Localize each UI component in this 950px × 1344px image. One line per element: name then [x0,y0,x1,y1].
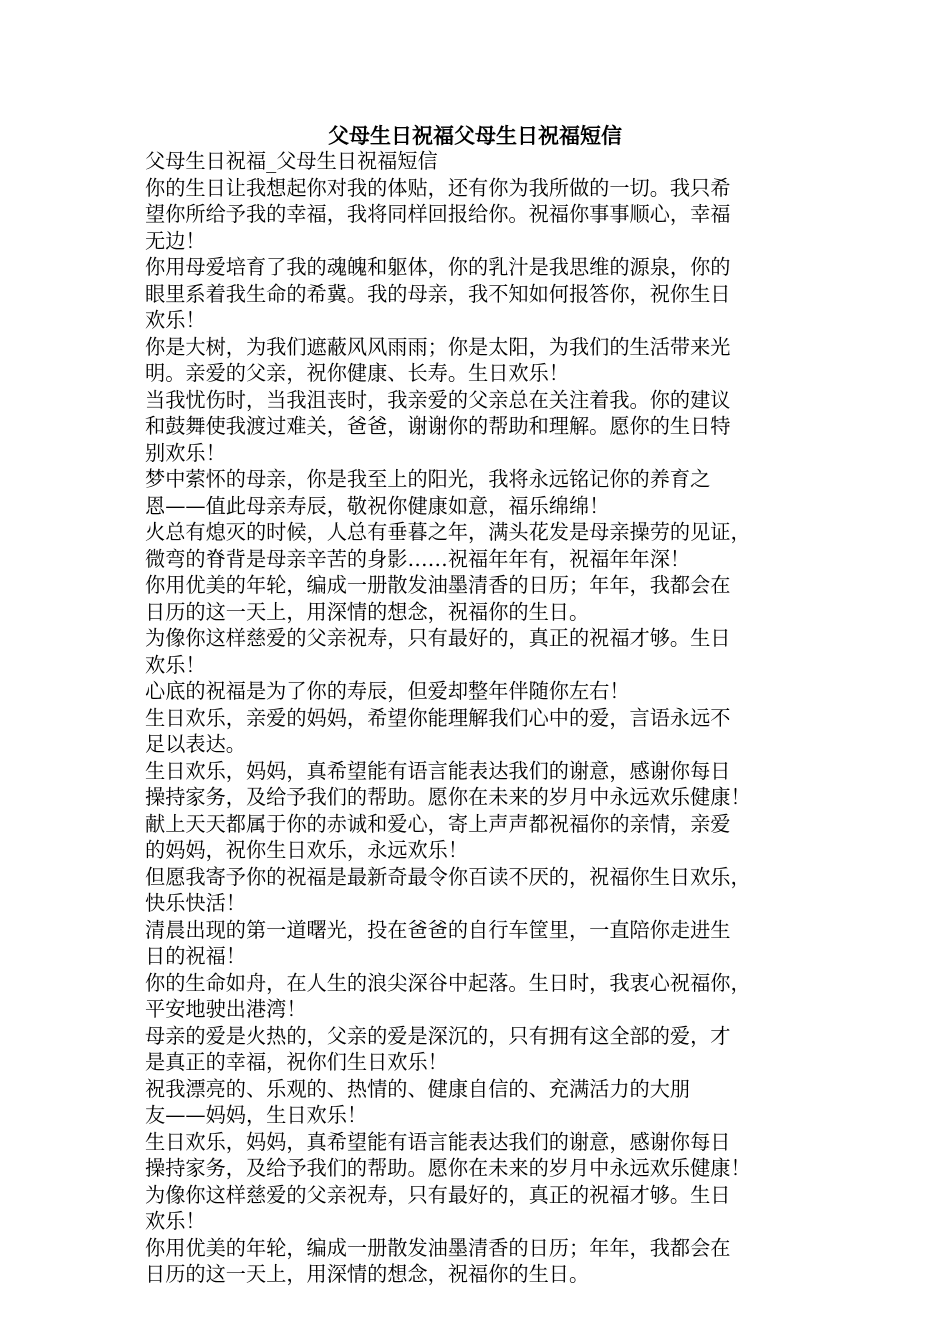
paragraph-line: 母亲的爱是火热的，父亲的爱是深沉的，只有拥有这全部的爱，才 [145,1023,731,1048]
paragraph-line: 你用母爱培育了我的魂魄和躯体，你的乳汁是我思维的源泉，你的 [145,255,731,279]
paragraph-line: 眼里系着我生命的希冀。我的母亲，我不知如何报答你，祝你生日 [145,281,731,306]
paragraph [145,917,810,970]
paragraph-line: 日历的这一天上，用深情的想念，祝福你的生日。 [145,599,590,624]
paragraph-line: 心底的祝福是为了你的寿辰，但爱却整年伴随你左右！ [145,679,630,703]
paragraph-line: 祝我漂亮的、乐观的、热情的、健康自信的、充满活力的大朋 [145,1076,691,1101]
paragraph-line: 献上天天都属于你的赤诚和爱心，寄上声声都祝福你的亲情，亲爱 [145,811,731,836]
paragraph-line: 是真正的幸福，祝你们生日欢乐！ [145,1050,448,1074]
paragraph [145,811,810,864]
paragraph [145,625,810,678]
paragraph [145,758,810,811]
paragraph-line: 快乐快活！ [145,891,246,915]
paragraph [145,1076,810,1129]
paragraph [145,387,810,467]
paragraph-line: 足以表达。 [145,732,246,756]
document-title: 父母生日祝福父母生日祝福短信 [328,123,622,148]
paragraph-line: 微弯的脊背是母亲辛苦的身影……祝福年年有，祝福年年深！ [145,546,691,571]
paragraph-line: 的妈妈，祝你生日欢乐，永远欢乐！ [145,838,469,862]
document-body [145,148,810,1288]
paragraph-line: 别欢乐！ [145,440,226,465]
paragraph [145,334,810,387]
paragraph-line: 当我忧伤时，当我沮丧时，我亲爱的父亲总在关注着我。你的建议 [145,387,731,412]
paragraph-line: 明。亲爱的父亲，祝你健康、长寿。生日欢乐！ [145,361,569,385]
paragraph [145,864,810,917]
paragraph-line: 恩——值此母亲寿辰，敬祝你健康如意，福乐绵绵！ [145,493,610,518]
paragraph-line: 你用优美的年轮，编成一册散发油墨清香的日历；年年，我都会在 [145,573,731,597]
paragraph [145,705,810,758]
paragraph-line: 你是大树，为我们遮蔽风风雨雨；你是太阳，为我们的生活带来光 [145,334,731,359]
subtitle-line: 父母生日祝福_父母生日祝福短信 [145,149,438,173]
paragraph [145,1023,810,1076]
paragraph-line: 欢乐！ [145,652,206,677]
paragraph [145,1235,810,1288]
paragraph-line: 和鼓舞使我渡过难关，爸爸，谢谢你的帮助和理解。愿你的生日特 [145,414,731,438]
paragraph-line: 操持家务，及给予我们的帮助。愿你在未来的岁月中永远欢乐健康！ [145,1156,751,1180]
paragraph [145,466,810,519]
paragraph [145,1129,810,1182]
paragraph-line: 无边！ [145,228,206,253]
paragraph-line: 但愿我寄予你的祝福是最新奇最令你百读不厌的，祝福你生日欢乐， [145,864,751,889]
paragraph-line: 欢乐！ [145,308,206,332]
paragraph-line: 望你所给予我的幸福，我将同样回报给你。祝福你事事顺心，幸福 [145,202,731,226]
paragraph-line: 日历的这一天上，用深情的想念，祝福你的生日。 [145,1262,590,1286]
paragraph-line: 平安地驶出港湾！ [145,997,307,1021]
paragraph-line: 友——妈妈，生日欢乐！ [145,1103,368,1127]
paragraph [145,970,810,1023]
paragraph-line: 为像你这样慈爱的父亲祝寿，只有最好的，真正的祝福才够。生日 [145,1182,731,1207]
paragraph-line: 你的生日让我想起你对我的体贴，还有你为我所做的一切。我只希 [145,175,731,200]
document-subtitle [145,148,810,175]
paragraph-line: 清晨出现的第一道曙光，投在爸爸的自行车筐里，一直陪你走进生 [145,917,731,942]
paragraph-line: 生日欢乐，妈妈，真希望能有语言能表达我们的谢意，感谢你每日 [145,1129,731,1154]
paragraph-line: 你的生命如舟，在人生的浪尖深谷中起落。生日时，我衷心祝福你， [145,970,751,995]
paragraph-line: 欢乐！ [145,1209,206,1233]
paragraph [145,254,810,334]
paragraph [145,1182,810,1235]
paragraph-line: 生日欢乐，妈妈，真希望能有语言能表达我们的谢意，感谢你每日 [145,758,731,783]
paragraph [145,519,810,572]
paragraph-line: 你用优美的年轮，编成一册散发油墨清香的日历；年年，我都会在 [145,1235,731,1260]
paragraph [145,572,810,625]
paragraph-line: 梦中萦怀的母亲，你是我至上的阳光，我将永远铭记你的养育之 [145,467,711,491]
paragraph [145,678,810,705]
paragraph [145,175,810,255]
paragraph-line: 火总有熄灭的时候，人总有垂暮之年，满头花发是母亲操劳的见证， [145,520,751,544]
paragraph-line: 操持家务，及给予我们的帮助。愿你在未来的岁月中永远欢乐健康！ [145,785,751,809]
paragraph-line: 为像你这样慈爱的父亲祝寿，只有最好的，真正的祝福才够。生日 [145,626,731,650]
paragraph-line: 生日欢乐，亲爱的妈妈，希望你能理解我们心中的爱，言语永远不 [145,705,731,730]
paragraph-line: 日的祝福！ [145,944,246,968]
